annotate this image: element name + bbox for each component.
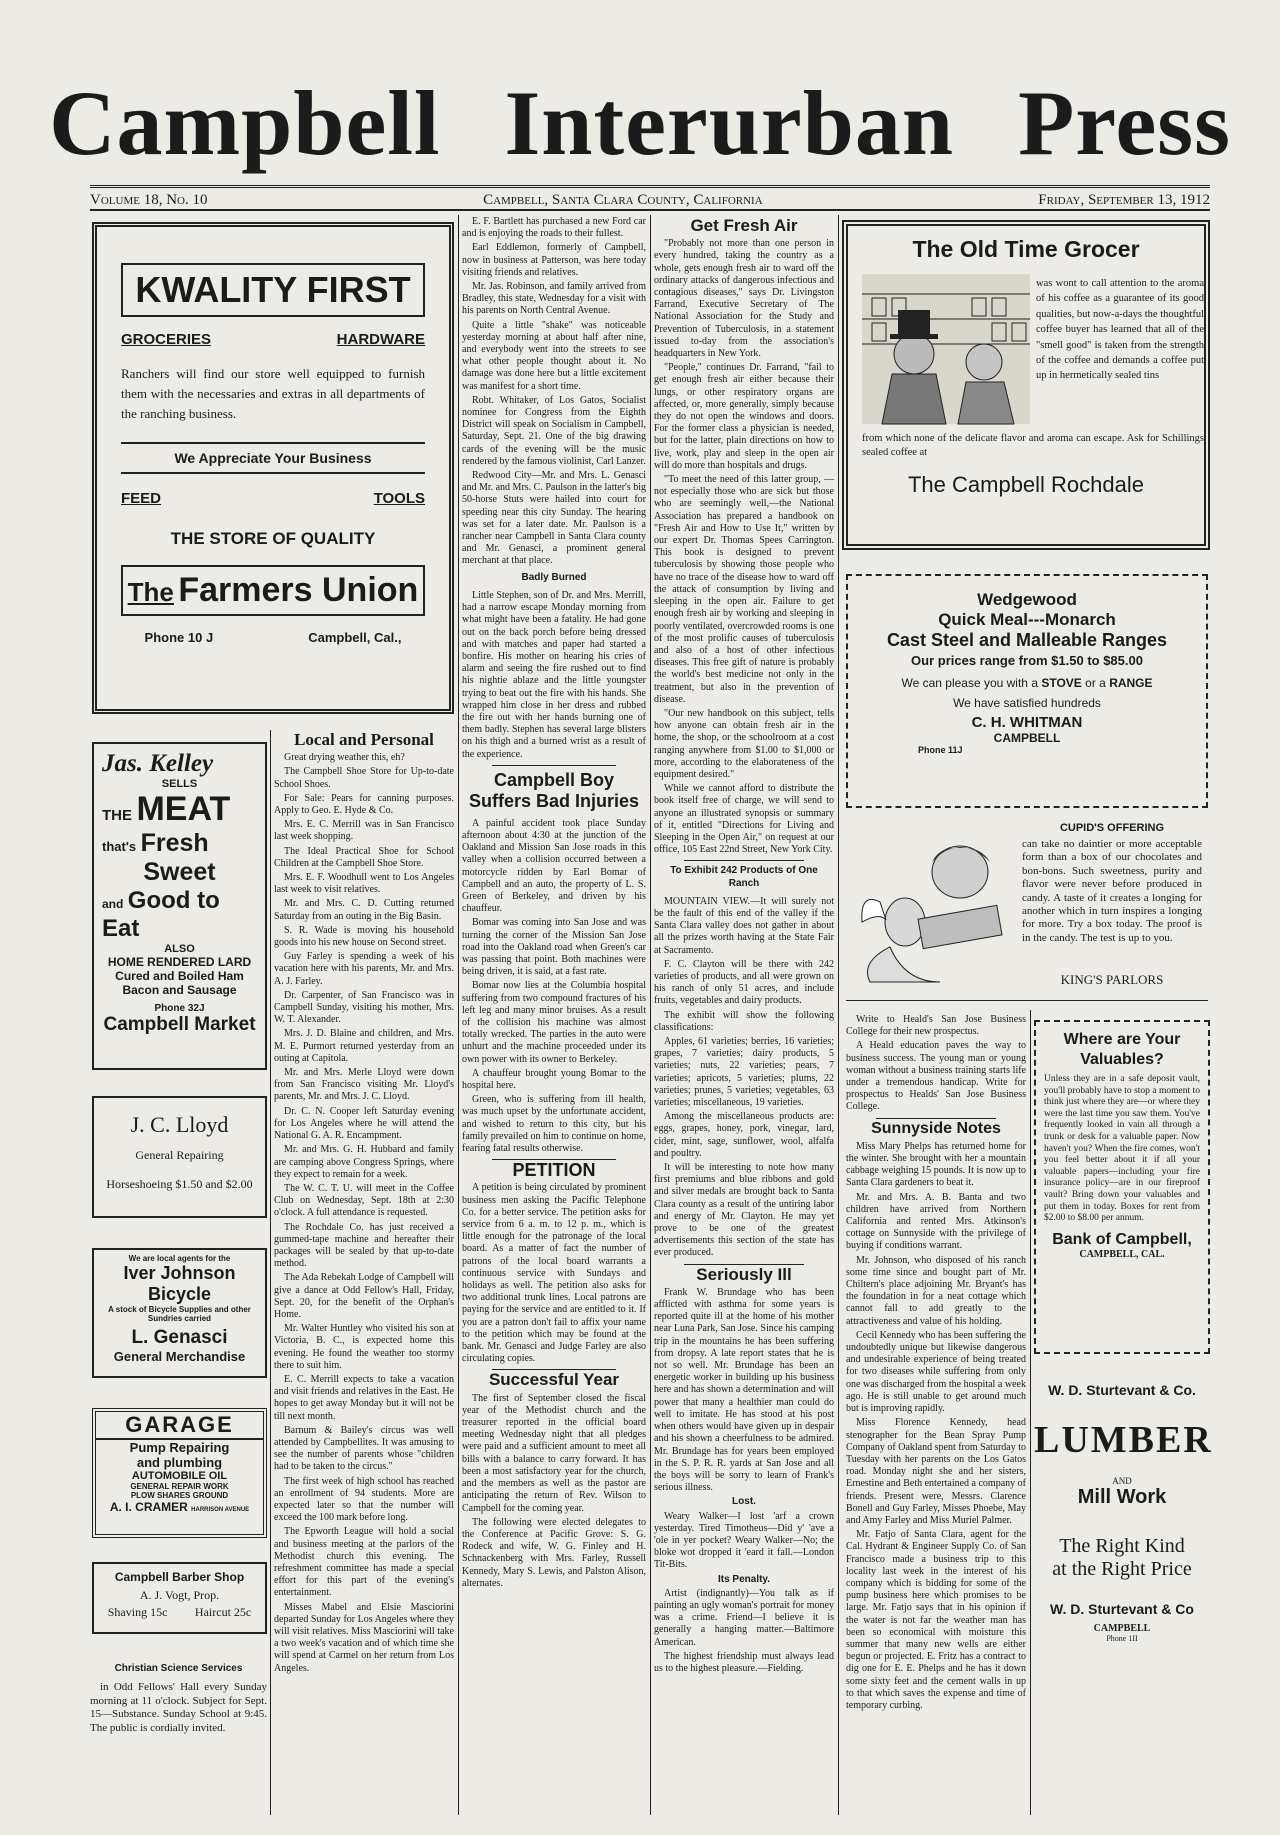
barber-prop: A. J. Vogt, Prop. (139, 1588, 220, 1602)
whitman-name: C. H. WHITMAN (971, 714, 1083, 731)
ill-title: Seriously Ill (696, 1264, 792, 1284)
garage-line3: AUTOMOBILE OIL (131, 1470, 228, 1482)
whitman-ad (846, 574, 1208, 808)
news-item: Robt. Whitaker, of Los Gatos, Socialist nominee for Congress from the Eighth District will speak on Socialism in Campbell, Saturday, Sept. 21. One of the big drawing cards of the evening will be the music rendered by the famous violinist, Carl Lanzer. (462, 394, 646, 467)
local-title: Local and Personal (294, 730, 434, 749)
masthead-rule (90, 209, 1210, 211)
whitman-l2: Quick Meal---Monarch (938, 610, 1116, 629)
farmers-union-ad (92, 222, 454, 714)
lumber-phone: Phone 1II (1106, 1634, 1138, 1643)
cupid-store: KING'S PARLORS (1060, 972, 1164, 987)
sunnyside-para: Mr. and Mrs. A. B. Banta and two children have arrived from Northern California and rented Mrs. Atkinson's cottage on Sunnyside with the privilege of buying if conditions warrant. (846, 1191, 1026, 1252)
local-item: Mrs. J. D. Blaine and children, and Mrs. M. E. Purmort returned yesterday from an outing at Capitola. (274, 1028, 454, 1064)
local-item: Great drying weather this, eh? (284, 752, 405, 764)
boy-para: A painful accident took place Sunday afternoon about 4:30 at the junction of the Oakland and Mission San Jose roads in this valley when a collision occurred between a motorcycle ridden by Earl Bomar of Campbell and an auto, the property of L. S. Green of Berkeley, and driven by his chauffeur. (462, 817, 646, 915)
genasci-bike1: Iver Johnson (123, 1263, 236, 1283)
whitman-l5 (848, 676, 1206, 690)
grocer-store-name: The Campbell Rochdale (907, 472, 1145, 497)
garage-address: HARRISON AVENUE (191, 1507, 250, 1513)
local-item: S. R. Wade is moving his household goods into his new house on Second street. (274, 924, 454, 949)
sunnyside-para: Mr. Johnson, who disposed of his ranch some time since and bought part of Mr. Chiltern's place adjoining Mr. Bryant's has the foundation in for a neat cottage which cannot fall to add greatly to the attractiveness and value of his holding. (846, 1254, 1026, 1327)
local-item: Mr. and Mrs. C. D. Cutting returned Saturday from an outing in the Big Basin. (274, 898, 454, 922)
local-item: Dr. C. N. Cooper left Saturday evening for Los Angeles where he will attend the National G. A. R. Encampment. (274, 1105, 454, 1142)
column-rule (838, 215, 839, 1815)
exhibit-para: The exhibit will show the following classifications: (654, 1009, 834, 1033)
burned-title: Badly Burned (521, 571, 587, 583)
local-item: The Epworth League will hold a social and business meeting at the parlors of the Methodist church this evening. The refreshment committee has made a special effort for this part of the evening's entertainment. (274, 1526, 454, 1599)
kelley-the: THE (102, 807, 132, 824)
genasci-ad (92, 1248, 267, 1378)
ill-body: Frank W. Brundage who has been afflicted with asthma for some years is reported quite ill at the home of his mother near Luna Park, San Jose. Since his camping trip in the mountains he has been suffering from dropsy. A late report states that he is not so well. Mr. Brundage has been an energetic worker in building up his business here and has shown a determination and will power that many a healthier man could do well to imitate. He has stood at his post when others would have given up in despair and his shown a cheerfulness to be admired. Mr. Brundage has for years been employed in the S. P. R. R. yards at San Jose and all the boys will be sorry to learn of Frank's serious illness. (654, 1286, 834, 1494)
grocer-illustration (862, 274, 1030, 424)
column-rule (1030, 1010, 1031, 1815)
grocer-title: The Old Time Grocer (912, 236, 1140, 262)
lumber-bottom: W. D. Sturtevant & Co (1050, 1601, 1194, 1617)
air-title: Get Fresh Air (690, 216, 798, 235)
ad-row (121, 490, 425, 507)
sunnyside-para: Miss Florence Kennedy, head stenographer for the Bean Spray Pump Company of Oakland spent from Saturday to Tuesday with her parents on the Los Gatos road. Monday night she and her sisters, Ernestine and Beth entertained a company of friends. Present were, Messrs. Clarence Bonell and Guy Farley, Misses Phoebe, May and Amy Farley and Miss Muriel Palmer. (846, 1417, 1026, 1526)
kelley-fresh: Fresh (140, 829, 209, 857)
news-item: Earl Eddlemon, formerly of Campbell, now in business at Patterson, was here today visiting friends and relatives. (462, 242, 646, 278)
store-name: Farmers Union (178, 571, 419, 609)
exhibit-para: Apples, 61 varieties; berries, 16 varieties; grapes, 7 varieties; dairy products, 5 varieties; nuts, 22 varieties; pears, 7 varieties; apricots, 5 varieties; plums, 22 varieties; prunes, 5 varieties; vegetables, 63 varieties; miscellaneous, 19 varieties. (654, 1036, 834, 1109)
genasci-stock: A stock of Bicycle Supplies and other Sundries carried (108, 1305, 251, 1323)
garage-name: A. I. CRAMER (109, 1500, 188, 1514)
lumber-right1: The Right Kind (1059, 1535, 1185, 1557)
news-item: Mr. Jas. Robinson, and family arrived from Bradley, this state, Wednesday for a visit with his parents on North Central Avenue. (462, 281, 646, 317)
exhibit-title: To Exhibit 242 Products of One Ranch (670, 865, 818, 889)
barber-haircut: Haircut 25c (194, 1605, 252, 1619)
kelley-phone: Phone 32J (154, 1003, 205, 1014)
boy-title: Campbell Boy Suffers Bad Injuries (468, 769, 640, 811)
kelley-sells: SELLS (161, 778, 198, 790)
cupid-body: can take no daintier or more acceptable form than a box of our chocolates and bon-bons. Such sweetness, purity and flavor were never before produced in candy. A taste of it creates a longing for another which in turn inspires a longing for more. Try a box today. The proof is in the candy. The test is up to you. (1022, 838, 1202, 944)
bank-city: CAMPBELL, CAL. (1079, 1248, 1165, 1260)
science-notice (90, 1662, 267, 1734)
year-para: The first of September closed the fiscal year of the Methodist church and the treasurer reported in the official board meeting Wednesday night that all pledges were paid and a sufficient amount to meet all bills with a balance to carry forward. It has been a most satisfactory year for the church, and the members as well as the pastor are anticipating the return of Rev. Wilson to Campbell for the coming year. (462, 1392, 646, 1514)
boy-para: Green, who is suffering from ill health, was much upset by the unfortunate accident, and wished to return to this city, but his family prevailed on him to continue on home, fearing fatal results otherwise. (462, 1094, 646, 1155)
local-item: Mrs. E. C. Merrill was in San Francisco last week shopping. (274, 819, 454, 843)
kelley-fresh-line (102, 829, 257, 858)
whitman-phone: Phone 11J (918, 745, 963, 755)
science-body: in Odd Fellows' Hall every Sunday morning at 11 o'clock. Subject for Sept. 15—Substance. Sunday School at 9:45. The public is cordially invited. (90, 1681, 267, 1734)
bank-name: Bank of Campbell, (1052, 1230, 1192, 1248)
boy-para: A chauffeur brought young Bomar to the hospital here. (462, 1067, 646, 1091)
year-title: Successful Year (488, 1370, 620, 1390)
burned-body: Little Stephen, son of Dr. and Mrs. Merrill, had a narrow escape Monday morning from what might have been a fatality. He had gone out on the back porch before being dressed and with matches and paper had started a bonfire. His mother on hearing his cries of alarm and seeing the fire rushed out to find his nightie ablaze and the little youngster trying to beat out the fire with his hands. She wrapped him close in her dress and rubbed the fire out with her hands burning one of them badly. Stephen has several large blisters on his thigh and a burned wrist as a result of the experience. (462, 589, 646, 760)
kelley-meat-ad (92, 742, 267, 1070)
penalty-title: Its Penalty. (717, 1573, 771, 1585)
kelley-sweet: Sweet (143, 858, 216, 886)
column-rule (270, 730, 271, 1815)
local-item: Mr. Walter Huntley who visited his son at Victoria, B. C., is expected home this evening. He found the weather too stormy there to suit him. (274, 1323, 454, 1371)
news-item: Redwood City—Mr. and Mrs. L. Genasci and Mr. and Mrs. C. Paulson in the latter's big 50-horse Stuts were hailed into court for speeding near this city Sunday. The hearing was set for a later date. Mr. Paulson is a rancher near Campbell in Santa Clara county and Mr. Genasci, a prominent general merchant at that place. (462, 470, 647, 567)
news-item: Quite a little "shake" was noticeable yesterday morning at about half after nine, and everybody went into the streets to see what other people thought about it. No damage was done here but a little excitement was manifest for a short time. (462, 319, 646, 392)
grocer-engraving-image (862, 274, 1030, 424)
kelley-also: ALSO (164, 943, 195, 955)
tools-label: TOOLS (373, 490, 425, 507)
ad-contact (97, 630, 449, 645)
kelley-and: and (102, 897, 124, 911)
kelley-thats: that's (102, 839, 137, 854)
garage-title: GARAGE (96, 1412, 263, 1440)
local-item: The Campbell Shoe Store for Up-to-date School Shoes. (274, 766, 454, 790)
column-five (846, 1014, 1026, 1814)
lumber-and: AND (1112, 1476, 1132, 1486)
lost-body: Weary Walker—I lost 'arf a crown yesterday. Tired Timotheus—Did y' 'ave a 'ole in yer pocket? Weary Walker—No; the bloke wot dropped it 'eard it fall.—London Tit-Bits. (654, 1510, 834, 1571)
hardware-label: HARDWARE (336, 331, 425, 348)
barber-title: Campbell Barber Shop (114, 1570, 245, 1584)
lumber-city: CAMPBELL (1093, 1623, 1151, 1634)
ad-slogan: We Appreciate Your Business (121, 442, 425, 474)
air-para: "To meet the need of this latter group, —not especially those who are sick but those who are seemingly well,—the National Association has prepared a handbook on "Fresh Air and How to Use It," written by our expert Dr. Thomas Spees Carrington. This book is designed to prevent tuberculosis by showing those people who have no trace of the disease how to ward off the attack of consumption by living and sleeping in the open air. Failure to get enough fresh air by working and sleeping in poorly ventilated, overcrowded rooms is one of the most prolific causes of tuberculosis and also of a host of other infectious diseases. This free gift of nature is probably the world's best medicine not only in the treatment, but also in the prevention of disease. (654, 474, 834, 705)
garage-ad (92, 1408, 267, 1538)
lumber-title: LUMBER (1034, 1419, 1213, 1461)
local-item: Guy Farley is spending a week of his vacation here with his parents, Mr. and Mrs. A. J. Farley. (274, 951, 454, 987)
petition-body: A petition is being circulated by prominent business men asking the Pacific Telephone Co. for a better service. The petition asks for service from 6 a. m. to 12 p. m., which is little enough for the patronage of the local board. As a matter of fact the number of patrons of the local board warrants a continuous service with Sundays and holidays as well. The petition also asks for two additional trunk lines. Local patrons are paying for the service and are entitled to it. If you are a patron don't fail to affix your name to the petition which may be found at the bank. Mr. Genasci and Judge Farley are also circulating copies. (462, 1182, 646, 1365)
exhibit-para: It will be interesting to note how many first premiums and blue ribbons and gold and silver medals are brought back to Santa Clara county as a result of the untiring labor and energy of Mr. Clayton. He may yet prove to be one of the greatest advertisements this section of the state has ever produced. (654, 1162, 834, 1259)
column-rule (650, 215, 651, 1815)
column-four (654, 216, 834, 1816)
lumber-ad (1034, 1382, 1213, 1727)
kelley-name: Jas. Kelley (102, 750, 214, 777)
whitman-city: CAMPBELL (993, 731, 1061, 745)
garage-line1: Pump Repairing (129, 1440, 230, 1455)
lloyd-line1: General Repairing (135, 1148, 224, 1162)
local-item: Mrs. E. F. Woodhull went to Los Angeles last week to visit relatives. (274, 872, 454, 896)
local-paragraphs (274, 752, 454, 1675)
garage-owner (96, 1500, 263, 1514)
kelley-good: Good to Eat (102, 887, 220, 942)
ad-row (121, 331, 425, 348)
local-item: Mr. and Mrs. G. H. Hubbard and family are camping above Congress Springs, where they expect to remain for a week. (274, 1144, 454, 1180)
cupid-title: CUPID'S OFFERING (1059, 822, 1165, 834)
lumber-top: W. D. Sturtevant & Co. (1048, 1382, 1196, 1398)
store-phone: Phone 10 J (144, 630, 214, 645)
genasci-name: L. Genasci (131, 1327, 228, 1348)
ad-body: Ranchers will find our store well equipped to furnish them with the necessaries and extras in all departments of the ranching business. (121, 366, 425, 421)
column-three (462, 216, 646, 1816)
air-para: While we cannot afford to distribute the book itself free of charge, we will send to anyone an illustrated synopsis or summary of it, entitled "Directions for Living and Sleeping in the Open Air," on request at our office, 105 East 22nd Street, New York City. (654, 783, 834, 856)
air-para: "People," continues Dr. Farrand, "fail to get enough fresh air either because their lungs, or other respiratory organs are affected, or, more generally, simply because they do not open the windows and doors. For the former class a physician is needed, but for the latter, plain directions on how to live, work, play and sleep in the open air will do more than hospitals and drugs. (654, 362, 834, 471)
local-item: The first week of high school has reached an enrollment of 94 students. More are expected later so that the number will exceed the 100 mark before long. (274, 1475, 454, 1524)
penalty-body: Artist (indignantly)—You talk as if painting an ugly woman's portrait for money was a crime. Friend—I believe it is generally a hanging matter.—Baltimore American. (654, 1587, 834, 1648)
bank-ad (1034, 1020, 1210, 1354)
exhibit-para: MOUNTAIN VIEW.—It will surely not be the fault of this end of the valley if the Santa Clara valley does not gather in about all the prizes worth having at the State Fair at Sacramento. (654, 895, 834, 956)
column-rule (458, 215, 459, 1815)
divider (492, 765, 616, 766)
boy-para: Bomar was coming into San Jose and was turning the corner of the Mission San Jose road into the Oakland road when Green's car was passing that point. Both machines were being driven, it is said, at a fast rate. (462, 917, 646, 978)
petition-title: PETITION (512, 1160, 596, 1181)
feed-label: FEED (121, 490, 162, 507)
dateline-place: Campbell, Santa Clara County, California (483, 192, 763, 208)
issue-date: Friday, September 13, 1912 (1038, 192, 1210, 208)
divider (876, 1118, 996, 1119)
kelley-good-line (102, 887, 257, 943)
ad-headline: KWALITY FIRST (121, 263, 425, 317)
dateline (90, 185, 1210, 209)
local-item: Misses Mabel and Elsie Masciorini departed Sunday for Los Angeles where they will visit relatives. Miss Masciorini will take a two week's vacation and of which time she will spend at Carmel on her return from Los Angeles. (274, 1601, 454, 1674)
news-item: E. F. Bartlett has purchased a new Ford car and is enjoying the roads to their fullest. (462, 216, 646, 240)
boy-para: Bomar now lies at the Columbia hospital suffering from two compound fractures of his left leg and many minor bruises. As a result of the collision his machine was almost totally wrecked. The parties in the auto were unhurt and the machine proceeded under its own power with its owner to Berkeley. (462, 980, 646, 1065)
local-item: The W. C. T. U. will meet in the Coffee Club on Wednesday, Sept. 18th at 2:30 o'clock. A full attendance is requested. (274, 1182, 454, 1219)
genasci-agents: We are local agents for the (128, 1254, 231, 1263)
store-name-prefix: The (127, 577, 174, 607)
barber-shaving: Shaving 15c (107, 1605, 168, 1619)
lumber-right2: at the Right Price (1052, 1558, 1192, 1580)
volume-number: Volume 18, No. 10 (90, 192, 208, 208)
barber-prices (94, 1605, 265, 1620)
sunnyside-title: Sunnyside Notes (871, 1119, 1001, 1137)
grocer-ad (842, 220, 1210, 550)
kelley-lard: HOME RENDERED LARD (107, 955, 252, 969)
local-item: The Rochdale Co. has just received a gummed-tape machine and hereafter their packages will be sealed by that up-to-date method. (274, 1221, 454, 1270)
store-city: Campbell, Cal., (308, 630, 402, 645)
local-personal-column (274, 730, 454, 1815)
cupid-engraving-image (850, 832, 1014, 992)
lloyd-line2: Horseshoeing $1.50 and $2.00 (106, 1177, 253, 1191)
lloyd-ad (92, 1096, 267, 1218)
kelley-meat-line (102, 790, 257, 829)
local-item: Mr. and Mrs. Merle Lloyd were down from San Francisco visiting Mr. Lloyd's parents, Mr. and Mrs. J. C. Lloyd. (274, 1067, 454, 1103)
air-para: "Probably not more than one person in every hundred, taking the country as a whole, gets enough fresh air to ward off the ordinary attacks of dangerous infectious and contagious diseases," says Dr. Livingston Farrand, Executive Secretary of The National Association for the Study and Prevention of Tuberculosis, in a statement issued to-day from the association's headquarters in New York. (654, 238, 834, 360)
whitman-l3: Cast Steel and Malleable Ranges (886, 630, 1168, 650)
ad-tagline: THE STORE OF QUALITY (170, 529, 376, 548)
local-item: The Ideal Practical Shoe for School Children at the Campbell Shoe Store. (274, 845, 454, 869)
whitman-range: RANGE (1109, 676, 1153, 690)
kelley-market: Campbell Market (103, 1014, 256, 1035)
whitman-l5b: or a (1085, 676, 1106, 690)
lost-title: Lost. (732, 1496, 756, 1508)
whitman-l4: Our prices range from $1.50 to $85.00 (911, 653, 1143, 668)
local-item: Dr. Carpenter, of San Francisco was in Campbell Sunday, visiting his mother, Mrs. W. T. Alexander. (274, 989, 454, 1026)
bank-body: Unless they are in a safe deposit vault, you'll probably have to stop a moment to think just where they are—or where they were the last time you saw them. You've frequently looked in vain all through a trunk or desk for a valuable paper. Now haven't you? When the fire comes, won't you feel better about it if all your valuable papers—including your fire insurance policy—are in our fireproof vault? Bring down your valuables and put them in today. Boxes for rent from $2.00 to $8.00 per annum. (1044, 1074, 1200, 1224)
heald-para: Write to Heald's San Jose Business College for their new prospectus. (846, 1014, 1026, 1038)
exhibit-para: Among the miscellaneous products are: eggs, grapes, honey, pork, vinegar, lard, cider, mint, sage, sunflower, wool, alfalfa and poultry. (654, 1111, 834, 1159)
masthead-title: Campbell Interurban Press (49, 72, 1231, 174)
store-name-box (121, 565, 425, 616)
kelley-ham: Cured and Boiled Ham (115, 969, 244, 983)
local-item: The Ada Rebekah Lodge of Campbell will give a dance at Odd Fellow's Hall, Friday, Sept. 20, for the benefit of the Orphan's Home. (274, 1272, 454, 1320)
garage-line2: and plumbing (136, 1455, 223, 1470)
grocer-text-cont: from which none of the delicate flavor and aroma can escape. Ask for Schillings sealed coffee at (862, 433, 1204, 458)
sunnyside-para: Miss Mary Phelps has returned home for the winter. She brought with her a mountain cabbage weighing 15 pounds. It is now up to Santa Clara gardeners to beat it. (846, 1140, 1026, 1189)
garage-line5: PLOW SHARES GROUND (130, 1491, 229, 1500)
grocer-text: was wont to call attention to the aroma of his coffee as a guarantee of its good qualities, but now-a-days the thoughtful coffee buyer has learned that all of the "smell good" is taken from the strength of the coffee and demands a coffee put up in hermetically sealed tins (1036, 278, 1204, 382)
bank-headline: Where are Your Valuables? (1063, 1031, 1181, 1068)
sunnyside-para: Mr. Fatjo of Santa Clara, agent for the Cal. Hydrant & Engineer Supply Co. of San Francisco made a business trip to this locality last week in the interest of his company which is bidding for some of the pump business here which promises to be large. Mr. Fatjo says that in his opinion if the water is not far the weather man has been so economical with moisture this summer that many new wells are either begun or projected. E. Fritz has a contract to dig one for E. E. Phelps and he has it down some sixty feet and the cement walls in up to that which saves the expense and time of temporary curbing. (846, 1529, 1026, 1711)
barber-ad (92, 1562, 267, 1634)
divider (684, 860, 804, 861)
groceries-label: GROCERIES (121, 331, 212, 348)
cupid-illustration (850, 832, 1014, 992)
whitman-l5a: We can please you with a (901, 676, 1038, 690)
friendship-quote: The highest friendship must always lead us to the highest pleasure.—Fielding. (654, 1650, 834, 1674)
heald-para: A Heald education paves the way to business success. The young man or young woman without a business training starts life under a tremendous handicap. Write for prospectus to Healds' San Jose Business College. (846, 1040, 1026, 1113)
kelley-bacon: Bacon and Sausage (122, 983, 237, 997)
year-para: The following were elected delegates to the Conference at Pacific Grove: S. G. Rodeck and wife, W. G. Finley and H. Schnackenberg with Mrs. Farley, Russell Kennedy, Mary S. Lewis, and Palston Alison, alternates. (462, 1516, 646, 1589)
science-title: Christian Science Services (114, 1663, 243, 1674)
sunnyside-para: Cecil Kennedy who has been suffering the undoubtedly unique but likewise dangerous and undesirable experience of being treated for two diseases while suffering from only one was discharged from the hospital a week ago. He is still unable to get around much but is improving rapidly. (846, 1329, 1026, 1415)
whitman-l6: We have satisfied hundreds (953, 696, 1101, 710)
garage-line4: GENERAL REPAIR WORK (130, 1482, 229, 1491)
whitman-l1: Wedgewood (977, 590, 1077, 609)
lloyd-name: J. C. Lloyd (130, 1112, 229, 1137)
local-item: Barnum & Bailey's circus was well attended by Campbellites. It was amusing to see the number of parents whose "children had to be taken to the circus." (274, 1424, 454, 1473)
local-item: E. C. Merrill expects to take a vacation and visit friends and relatives in the East. He hopes to get away Monday but it will not be till next month. (274, 1373, 454, 1422)
genasci-merch: General Merchandise (113, 1349, 246, 1364)
exhibit-para: F. C. Clayton will be there with 242 varieties of products, and all were grown on his ranch of only 51 acres, and include fruits, vegetables and dairy products. (654, 958, 834, 1007)
local-item: For Sale: Pears for canning purposes. Apply to Geo. E. Hyde & Co. (274, 792, 454, 817)
whitman-stove: STOVE (1041, 676, 1082, 690)
lumber-mill: Mill Work (1077, 1486, 1167, 1508)
air-para: "Our new handbook on this subject, tells how anyone can obtain fresh air in the home, the shop, or the schoolroom at a cost ranging anywhere from $1.00 to $1,000 or more, according to the elaborateness of the equipment desired." (654, 707, 834, 780)
kelley-meat: MEAT (136, 790, 231, 828)
cupid-ad (846, 818, 1208, 1001)
genasci-bike2: Bicycle (147, 1284, 212, 1304)
